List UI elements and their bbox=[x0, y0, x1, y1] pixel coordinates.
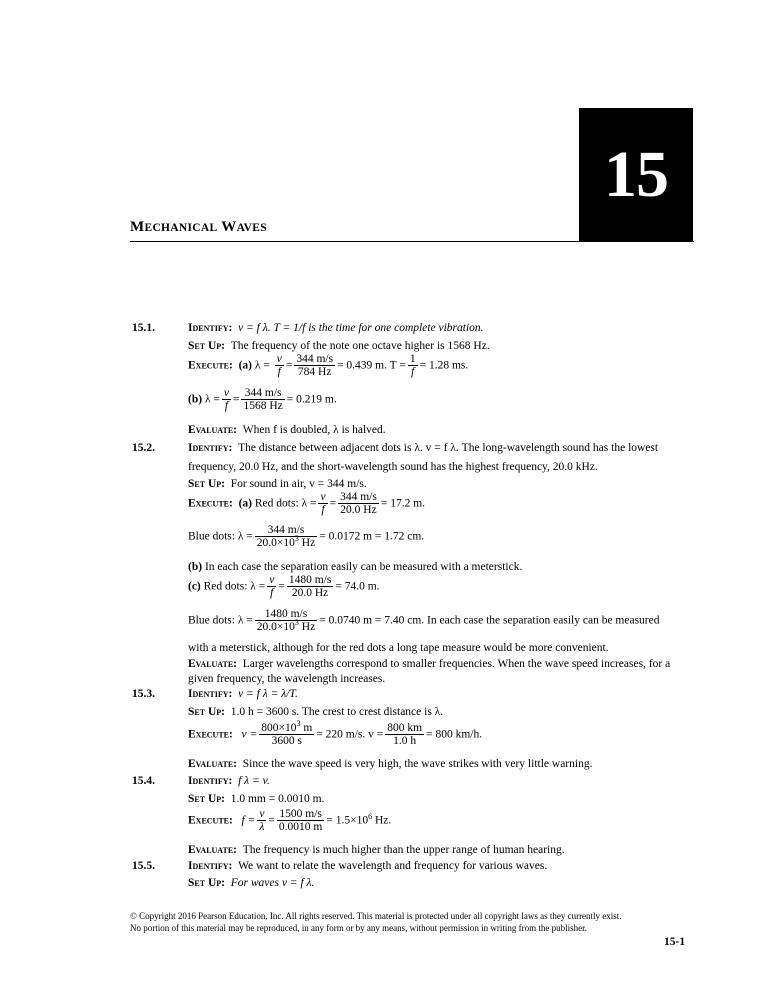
identify-line: Identify: We want to relate the wavelength and frequency for various waves. bbox=[188, 860, 548, 872]
evaluate-line: Evaluate: The frequency is much higher than the upper range of human hearing. bbox=[188, 844, 565, 856]
blue-dots-line: Blue dots: λ = $\frac{344 m/s}{20.0\times 10^3 Hz}$ = 0.0172 m = 1.72 cm. bbox=[188, 524, 425, 549]
setup-line: Set Up: The frequency of the note one octave higher is 1568 Hz. bbox=[188, 340, 490, 352]
problem-number: 15.4. bbox=[132, 775, 155, 787]
setup-line: Set Up: For sound in air, v = 344 m/s. bbox=[188, 478, 367, 490]
evaluate-line: Evaluate: Larger wavelengths correspond to smaller frequencies. When the wave speed increases, for a bbox=[188, 658, 671, 670]
identify-line: Identify: The distance between adjacent dots is λ. v = f λ. The long-wavelength sound has the lowest bbox=[188, 442, 659, 454]
evaluate-line: Evaluate: When f is doubled, λ is halved. bbox=[188, 424, 386, 436]
evaluate-line: Evaluate: Since the wave speed is very high, the wave strikes with very little warning. bbox=[188, 758, 593, 770]
problem-number: 15.3. bbox=[132, 688, 155, 700]
problem-number: 15.2. bbox=[132, 442, 155, 454]
problem-number: 15.1. bbox=[132, 322, 155, 334]
text-line: with a meterstick, although for the red dots a long tape measure would be more convenient. bbox=[188, 642, 609, 654]
identify-line: Identify: f λ = v. bbox=[188, 775, 270, 787]
part-c-line: (c) Red dots: λ = $\frac{v}{f}$ = $\frac{1480 m/s}{20.0 Hz}$ = 74.0 m. bbox=[188, 574, 380, 599]
setup-line: Set Up: 1.0 mm = 0.0010 m. bbox=[188, 793, 325, 805]
chapter-number: 15 bbox=[579, 108, 693, 241]
execute-line: Execute: (a) Red dots: λ = $\frac{v}{f}$ = $\frac{344 m/s}{20.0 Hz}$ = 17.2 m. bbox=[188, 491, 426, 516]
title-rule bbox=[130, 241, 694, 242]
copyright-line: No portion of this material may be reproduced, in any form or by any means, without permission in writing from the publisher. bbox=[130, 923, 587, 933]
chapter-title: MECHANICAL WAVES bbox=[130, 219, 267, 235]
page-number: 15-1 bbox=[664, 936, 686, 948]
copyright-line: © Copyright 2016 Pearson Education, Inc. All rights reserved. This material is protected under all copyright laws as they currently exist. bbox=[130, 911, 622, 921]
setup-line: Set Up: For waves v = f λ. bbox=[188, 877, 315, 889]
part-b-line: (b) In each case the separation easily can be measured with a meterstick. bbox=[188, 561, 523, 573]
execute-line: Execute: v = $\frac{800\times 10^3 m}{3600 s}$ = 220 m/s. v = $\frac{800 km}{1.0 h}$ = 800 km/h. bbox=[188, 719, 483, 747]
copyright-footer bbox=[130, 910, 700, 934]
execute-line: Execute: (a) λ = $\frac{v}{f}$ = $\frac{344 m/s}{784 Hz}$ = 0.439 m. T = $\frac{1}{f}$ = 1.28 ms. bbox=[188, 353, 469, 378]
identify-line-cont: frequency, 20.0 Hz, and the short-wavelength sound has the highest frequency, 20.0 kHz. bbox=[188, 461, 598, 473]
identify-line: Identify: v = f λ = λ/T. bbox=[188, 688, 298, 700]
identify-line: Identify: v = f λ. T = 1/f is the time for one complete vibration. bbox=[188, 322, 484, 334]
execute-b-line: (b) λ = $\frac{v}{f}$ = $\frac{344 m/s}{1568 Hz}$ = 0.219 m. bbox=[188, 387, 337, 412]
setup-line: Set Up: 1.0 h = 3600 s. The crest to crest distance is λ. bbox=[188, 706, 444, 718]
evaluate-line-cont: given frequency, the wavelength increases. bbox=[188, 673, 386, 685]
problem-number: 15.5. bbox=[132, 860, 155, 872]
blue-dots-line: Blue dots: λ = $\frac{1480 m/s}{20.0\times 10^3 Hz}$ = 0.0740 m = 7.40 cm. In each case the separation easily can be measured bbox=[188, 608, 660, 633]
execute-line: Execute: f = $\frac{v}{\lambda}$ = $\frac{1500 m/s}{0.0010 m}$ = $1.5\times 10^6$ Hz. bbox=[188, 808, 392, 833]
